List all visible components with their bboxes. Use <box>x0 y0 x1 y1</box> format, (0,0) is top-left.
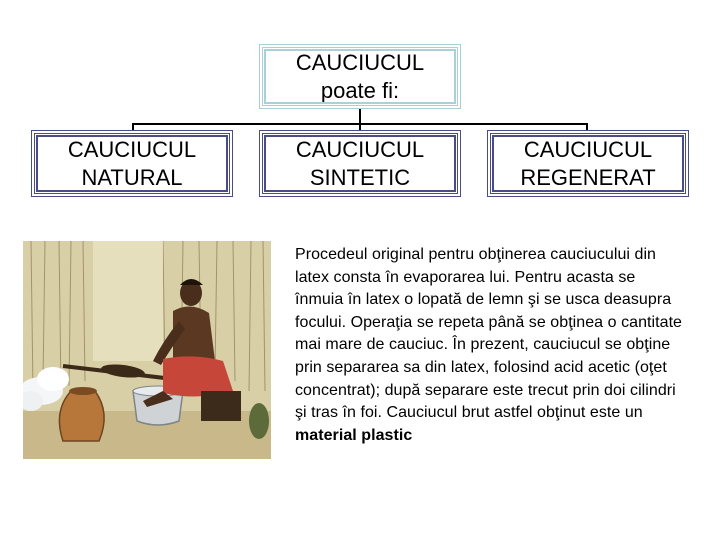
connector-vertical-root <box>359 109 361 124</box>
child-node-sintetic <box>259 130 461 197</box>
child-node-line1: CAUCIUCUL <box>295 136 425 162</box>
child-node-natural <box>31 130 233 197</box>
child-node-regenerat <box>487 130 689 197</box>
child-node-line2: SINTETIC <box>309 164 411 190</box>
root-node-line1: CAUCIUCUL <box>295 49 425 75</box>
child-node-line1: CAUCIUCUL <box>67 136 197 162</box>
child-node-line2: NATURAL <box>81 164 183 190</box>
latex-processing-illustration <box>23 241 271 459</box>
description-body: Procedeul original pentru obţinerea cauciucului din latex consta în evaporarea lui. Pentru acasta se înmuia în latex o lopată de lemn şi se usca deasupra focului. Operaţia se repeta până se obţinea o cantitate mai mare de cauciuc. În prezent, cauciucul se obţine prin separarea sa din latex, folosind acid acetic (oţet concentrat); după separare este trecut prin doi cilindri şi tras în foi. Cauciucul brut astfel obţinut este un <box>295 246 683 422</box>
child-node-line2: REGENERAT <box>520 164 656 190</box>
child-node-line1: CAUCIUCUL <box>523 136 653 162</box>
root-node-line2: poate fi: <box>320 77 400 103</box>
description-text <box>295 244 685 447</box>
root-node <box>259 44 461 109</box>
description-bold-term: material plastic <box>295 426 413 444</box>
